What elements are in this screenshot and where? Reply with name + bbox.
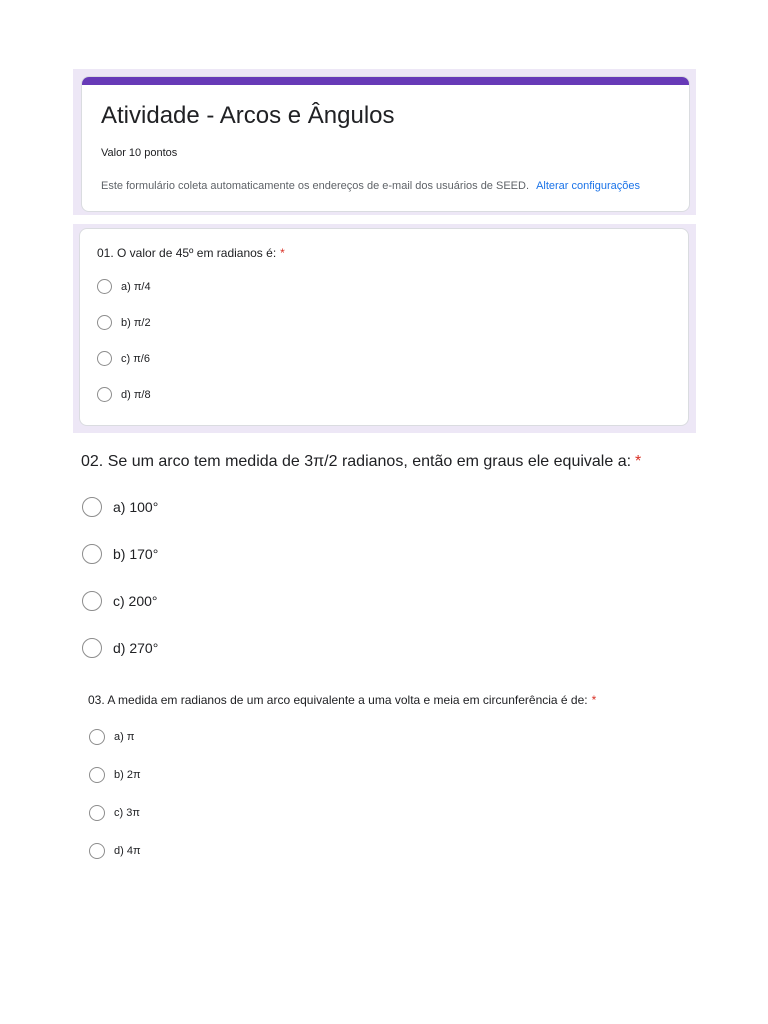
option-label: b) 170°	[113, 546, 159, 562]
email-notice	[101, 180, 640, 192]
question-1-option-c[interactable]	[97, 351, 150, 366]
question-3-option-d[interactable]	[89, 843, 141, 859]
radio-button[interactable]	[97, 315, 112, 330]
radio-button[interactable]	[82, 544, 102, 564]
question-2-option-d[interactable]	[82, 638, 158, 658]
settings-link[interactable]: Alterar configurações	[536, 180, 641, 192]
option-label: c) 3π	[114, 807, 140, 819]
radio-button[interactable]	[82, 638, 102, 658]
radio-button[interactable]	[97, 351, 112, 366]
option-label: a) 100°	[113, 499, 159, 515]
email-notice-text: Este formulário coleta automaticamente os endereços de e-mail dos usuários de SEED.	[101, 180, 529, 192]
radio-button[interactable]	[82, 591, 102, 611]
required-marker: *	[591, 693, 597, 707]
radio-button[interactable]	[89, 805, 105, 821]
question-2-title	[81, 453, 641, 471]
question-2-option-c[interactable]	[82, 591, 158, 611]
question-3-title	[88, 693, 596, 707]
radio-button[interactable]	[97, 387, 112, 402]
radio-button[interactable]	[89, 729, 105, 745]
radio-button[interactable]	[82, 497, 102, 517]
question-1-option-d[interactable]	[97, 387, 151, 402]
question-3-text: 03. A medida em radianos de um arco equivalente a uma volta e meia em circunferência é de:	[88, 693, 588, 707]
question-2-option-a[interactable]	[82, 497, 158, 517]
option-label: d) 270°	[113, 640, 159, 656]
option-label: b) 2π	[114, 769, 141, 781]
header-accent-bar	[82, 77, 689, 85]
question-1-option-b[interactable]	[97, 315, 151, 330]
question-3-option-b[interactable]	[89, 767, 141, 783]
option-label: c) π/6	[121, 352, 150, 365]
question-3-option-a[interactable]	[89, 729, 134, 745]
option-label: a) π/4	[121, 280, 151, 293]
option-label: b) π/2	[121, 316, 151, 329]
form-description: Valor 10 pontos	[101, 147, 178, 159]
required-marker: *	[280, 246, 285, 260]
form-title: Atividade - Arcos e Ângulos	[101, 102, 395, 129]
option-label: a) π	[114, 731, 135, 743]
form-header-card	[81, 76, 690, 212]
question-3-option-c[interactable]	[89, 805, 140, 821]
option-label: c) 200°	[113, 593, 158, 609]
radio-button[interactable]	[97, 279, 112, 294]
radio-button[interactable]	[89, 843, 105, 859]
option-label: d) π/8	[121, 388, 151, 401]
question-1-title	[97, 246, 285, 260]
question-2-text: 02. Se um arco tem medida de 3π/2 radianos, então em graus ele equivale a:	[81, 453, 632, 470]
question-1-option-a[interactable]	[97, 279, 151, 294]
question-2-option-b[interactable]	[82, 544, 158, 564]
question-1-card	[79, 228, 689, 426]
question-1-text: 01. O valor de 45º em radianos é:	[97, 246, 277, 260]
required-marker: *	[635, 453, 642, 470]
option-label: d) 4π	[114, 845, 141, 857]
radio-button[interactable]	[89, 767, 105, 783]
